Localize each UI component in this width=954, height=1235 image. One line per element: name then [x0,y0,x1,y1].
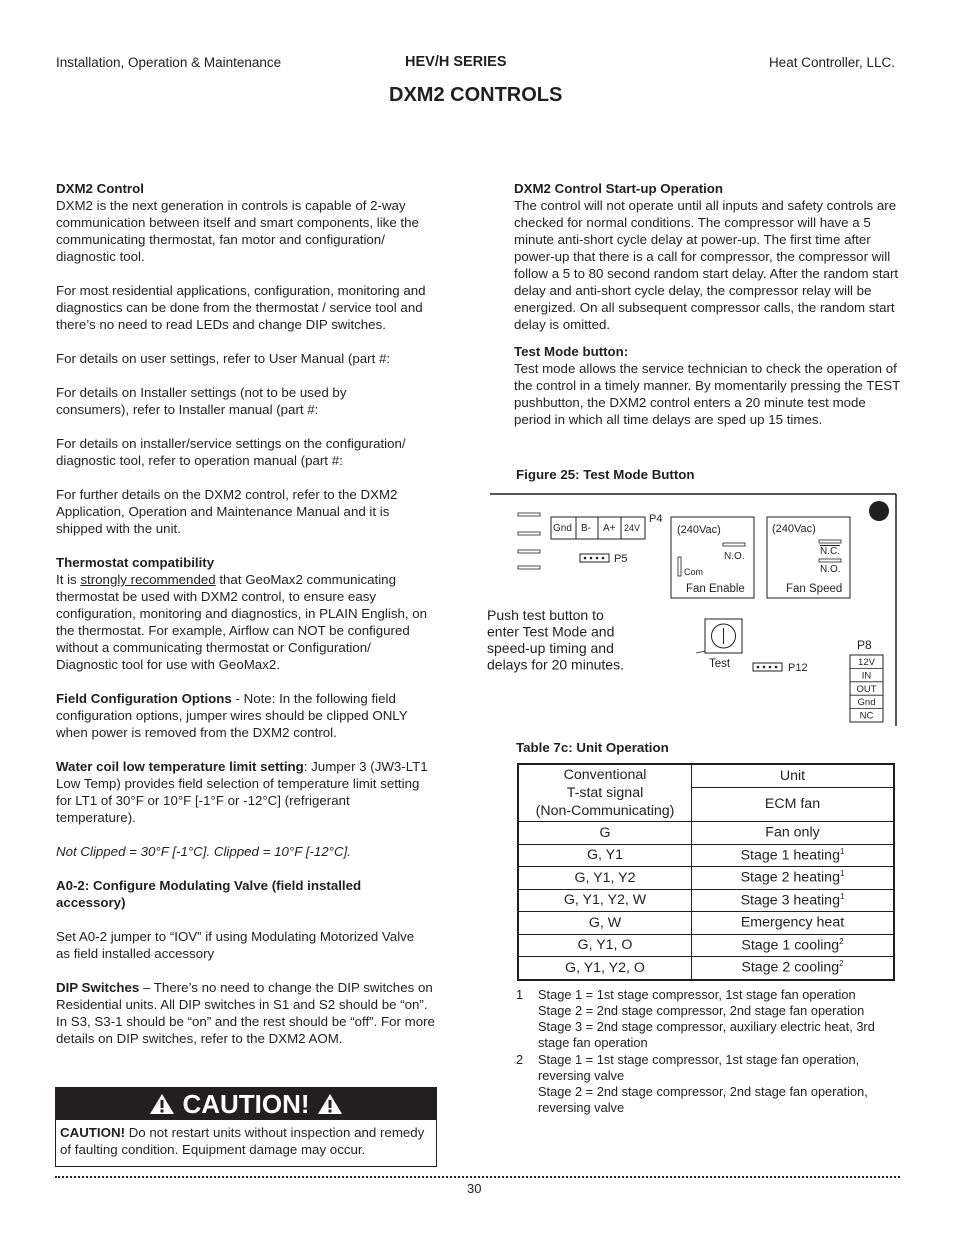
push-text-line-1: Push test button to [487,607,604,623]
warning-icon [317,1093,343,1115]
operation-note: 1 [839,846,845,856]
dxm2-paragraph-2: For most residential applications, configuration, monitoring and diagnostics can be done from the thermostat / service tool and there’s no need to read LEDs and change DIP switches. [56,283,426,332]
field-config-paragraph [56,690,441,741]
p8-connector [850,655,883,722]
operation-text: Emergency heat [740,915,845,932]
p8-pin-gnd: Gnd [857,697,876,709]
operation-text: Stage 2 cooling [741,960,840,977]
p4-label: P4 [649,513,663,525]
dxm2-control-heading: DXM2 Control [56,181,144,196]
push-text-line-3: speed-up timing and [487,640,614,656]
table-cell-signal: G, Y1, Y2, O [518,957,692,980]
table-cell-operation [692,889,895,912]
dxm2-paragraph-1: DXM2 is the next generation in controls is capable of 2-way communication between itself and smart components, like the communicating thermostat, fan motor and configuration/ diagnostic tool. [56,198,419,264]
startup-heading: DXM2 Control Start-up Operation [514,181,724,196]
fan-speed-no: N.O. [820,564,841,575]
table-row [518,957,894,980]
fan-enable-voltage: (240Vac) [677,524,721,536]
p8-label: P8 [857,638,872,652]
a02-text: Set A0-2 jumper to “IOV” if using Modulating Motorized Valve as field installed accessory [56,929,415,961]
table-cell-signal: G, Y1, Y2, W [518,889,692,912]
test-mode-text: Test mode allows the service technician to check the operation of the control in a timely manner. By momentarily pressing the TEST pushbutton, the DXM2 control enters a 20 minute test mode period in which all time delays are sped up 15 times. [514,361,901,427]
dip-paragraph [56,979,441,1047]
footnote-2-line-2: Stage 2 = 2nd stage compressor, 2nd stage fan operation, reversing valve [538,1084,868,1115]
startup-text: The control will not operate until all inputs and safety controls are checked for normal conditions. The compressor will have a 5 minute anti-short cycle delay at power-up. The first time after power-up that there is a call for compressor, the compressor will follow a 5 to 80 second random start delay. After the random start delay and anti-short cycle delay, the compressor relay will be energized. On all subsequent compressor calls, the random start delay is omitted. [514,198,899,332]
operation-note: 2 [839,959,844,969]
header-tstat-line-3: (Non-Communicating) [535,803,675,819]
fan-speed-label: Fan Speed [786,583,843,595]
p8-pin-out: OUT [856,683,877,695]
table-cell-operation [692,844,895,867]
table-cell-signal: G, W [518,912,692,935]
header-left: Installation, Operation & Maintenance [56,55,282,70]
board-mount-hole [869,501,889,521]
header-right: Heat Controller, LLC. [768,55,895,70]
footnote-1-line-2: Stage 2 = 2nd stage compressor, 2nd stage fan operation [538,1003,865,1018]
operation-text: Stage 2 heating [740,870,840,887]
operation-note: 1 [839,891,845,901]
fan-enable-relay [671,517,754,598]
footnote-1-number: 1 [516,987,524,1002]
water-coil-paragraph [56,758,431,826]
operation-text: Stage 1 heating [740,847,840,864]
dxm2-paragraph-4: For details on Installer settings (not to be used by consumers), refer to Installer manual (part #: [56,385,347,417]
operation-text: Stage 3 heating [740,892,840,909]
table-cell-operation [692,912,895,935]
table-row [518,844,894,867]
dxm2-paragraph-5: For details on installer/service settings on the configuration/ diagnostic tool, refer to operation manual (part #: [56,436,406,468]
p5-header [580,554,609,562]
thermostat-text-a: It is [56,572,81,587]
p4-connector [551,517,645,539]
caution-title: CAUTION! [182,1089,310,1119]
operation-text: Fan only [765,825,820,842]
caution-body: Do not restart units without inspection and remedy of faulting condition. Equipment damage may occur. [60,1125,425,1157]
test-label: Test [709,658,731,670]
caution-banner [56,1088,436,1120]
dxm2-paragraph-3: For details on user settings, refer to User Manual (part #: [56,351,391,366]
p4-pin-bminus: B- [581,523,591,534]
caution-bold: CAUTION! [60,1125,125,1140]
page-number: 30 [467,1181,482,1196]
figure-caption: Figure 25: Test Mode Button [516,467,695,482]
table-row [518,912,894,935]
caution-text [60,1125,434,1158]
p4-pin-gnd: Gnd [553,523,572,534]
test-button[interactable] [705,619,742,653]
footnote-1 [538,987,900,1051]
footnote-1-line-3: Stage 3 = 2nd stage compressor, auxiliary electric heat, 3rd stage fan operation [538,1019,875,1050]
water-coil-text: : Jumper 3 (JW3-LT1 Low Temp) provides field selection of temperature limit setting for LT1 of 30°F or 10°F [-1°F or -12°C] (refrigerant temperature). [56,759,428,825]
fan-enable-label: Fan Enable [686,583,745,595]
fan-speed-voltage: (240Vac) [772,523,816,535]
dxm2-paragraph-6: For further details on the DXM2 control, refer to the DXM2 Application, Operation and Maintenance Manual and it is shipped with the unit. [56,487,398,536]
table-row [518,822,894,845]
section-title: DXM2 CONTROLS [389,84,563,106]
thermostat-text-b: that GeoMax2 communicating thermostat be used with DXM2 control, to ensure easy configuration, monitoring and diagnostics, in PLAIN English, on the thermostat. For example, Airflow can NOT be configured without a communicating thermostat or Configuration/ Diagnostic tool for use with GeoMax2. [56,572,428,672]
fan-enable-com: Com [684,567,704,577]
table-cell-operation [692,822,895,845]
caution-box [55,1087,437,1167]
p4-pin-24v: 24V [624,523,641,533]
table-row [518,934,894,957]
thermostat-heading: Thermostat compatibility [56,555,215,570]
test-mode-diagram [480,488,900,728]
header-tstat-signal [518,764,692,822]
operation-text: Stage 1 cooling [741,937,840,954]
thermostat-emphasis: strongly recommended [80,572,216,587]
table-cell-operation [692,957,895,980]
p8-pin-nc: NC [859,710,874,722]
thermostat-paragraph [56,571,428,673]
operation-note: 2 [839,936,844,946]
field-config-text: - Note: In the following field configuration options, jumper wires should be clipped ONLY when power is removed from the DXM2 control. [56,691,408,740]
water-coil-heading: Water coil low temperature limit setting [56,759,304,774]
dip-text: – There’s no need to change the DIP switches on Residential units. All DIP switches in S1 and S2 should be “on”. In S3, S3-1 should be “on” and the rest should be “off”. For more details on DIP switches, refer to the DXM2 AOM. [56,980,435,1046]
header-series: HEV/H SERIES [405,54,507,70]
table-cell-signal: G [518,822,692,845]
table-header-row [518,764,894,787]
fan-enable-no: N.O. [724,551,745,562]
field-config-heading: Field Configuration Options [56,691,232,706]
dip-heading: DIP Switches [56,980,140,995]
header-tstat-line-1: Conventional [563,767,647,783]
fan-speed-relay [767,517,850,598]
footnote-1-line-1: Stage 1 = 1st stage compressor, 1st stage fan operation [538,987,856,1002]
unit-operation-table [517,763,895,981]
header-tstat-line-2: T-stat signal [566,785,644,801]
table-cell-signal: G, Y1, O [518,934,692,957]
p4-pin-aplus: A+ [603,523,616,534]
fan-speed-nc: N.C. [820,546,840,557]
right-column [514,180,904,428]
header-unit: Unit [692,764,895,787]
warning-icon [149,1093,175,1115]
p5-label: P5 [614,553,628,565]
clipped-note: Not Clipped = 30°F [-1°C]. Clipped = 10°F [-12°C]. [56,844,351,859]
a02-heading: A0-2: Configure Modulating Valve (field installed accessory) [56,878,362,910]
push-text-line-2: enter Test Mode and [487,623,615,640]
table-cell-operation [692,934,895,957]
table-cell-signal: G, Y1, Y2 [518,867,692,890]
p12-label: P12 [788,662,808,674]
footnote-2-number: 2 [516,1052,524,1067]
operation-note: 1 [839,869,845,879]
header-ecm-fan: ECM fan [692,787,895,821]
test-mode-heading: Test Mode button: [514,344,629,359]
table-cell-operation [692,867,895,890]
push-text-line-4: delays for 20 minutes. [487,656,624,673]
footnote-2 [538,1052,890,1116]
table-row [518,867,894,890]
table-caption: Table 7c: Unit Operation [516,740,669,755]
footnote-2-line-1: Stage 1 = 1st stage compressor, 1st stage fan operation, reversing valve [538,1052,860,1083]
p12-header [753,663,782,671]
p8-pin-12v: 12V [858,657,875,668]
table-row [518,889,894,912]
p8-pin-in: IN [861,670,872,682]
footer-divider [55,1176,900,1178]
left-column [56,180,441,1047]
table-cell-signal: G, Y1 [518,844,692,867]
